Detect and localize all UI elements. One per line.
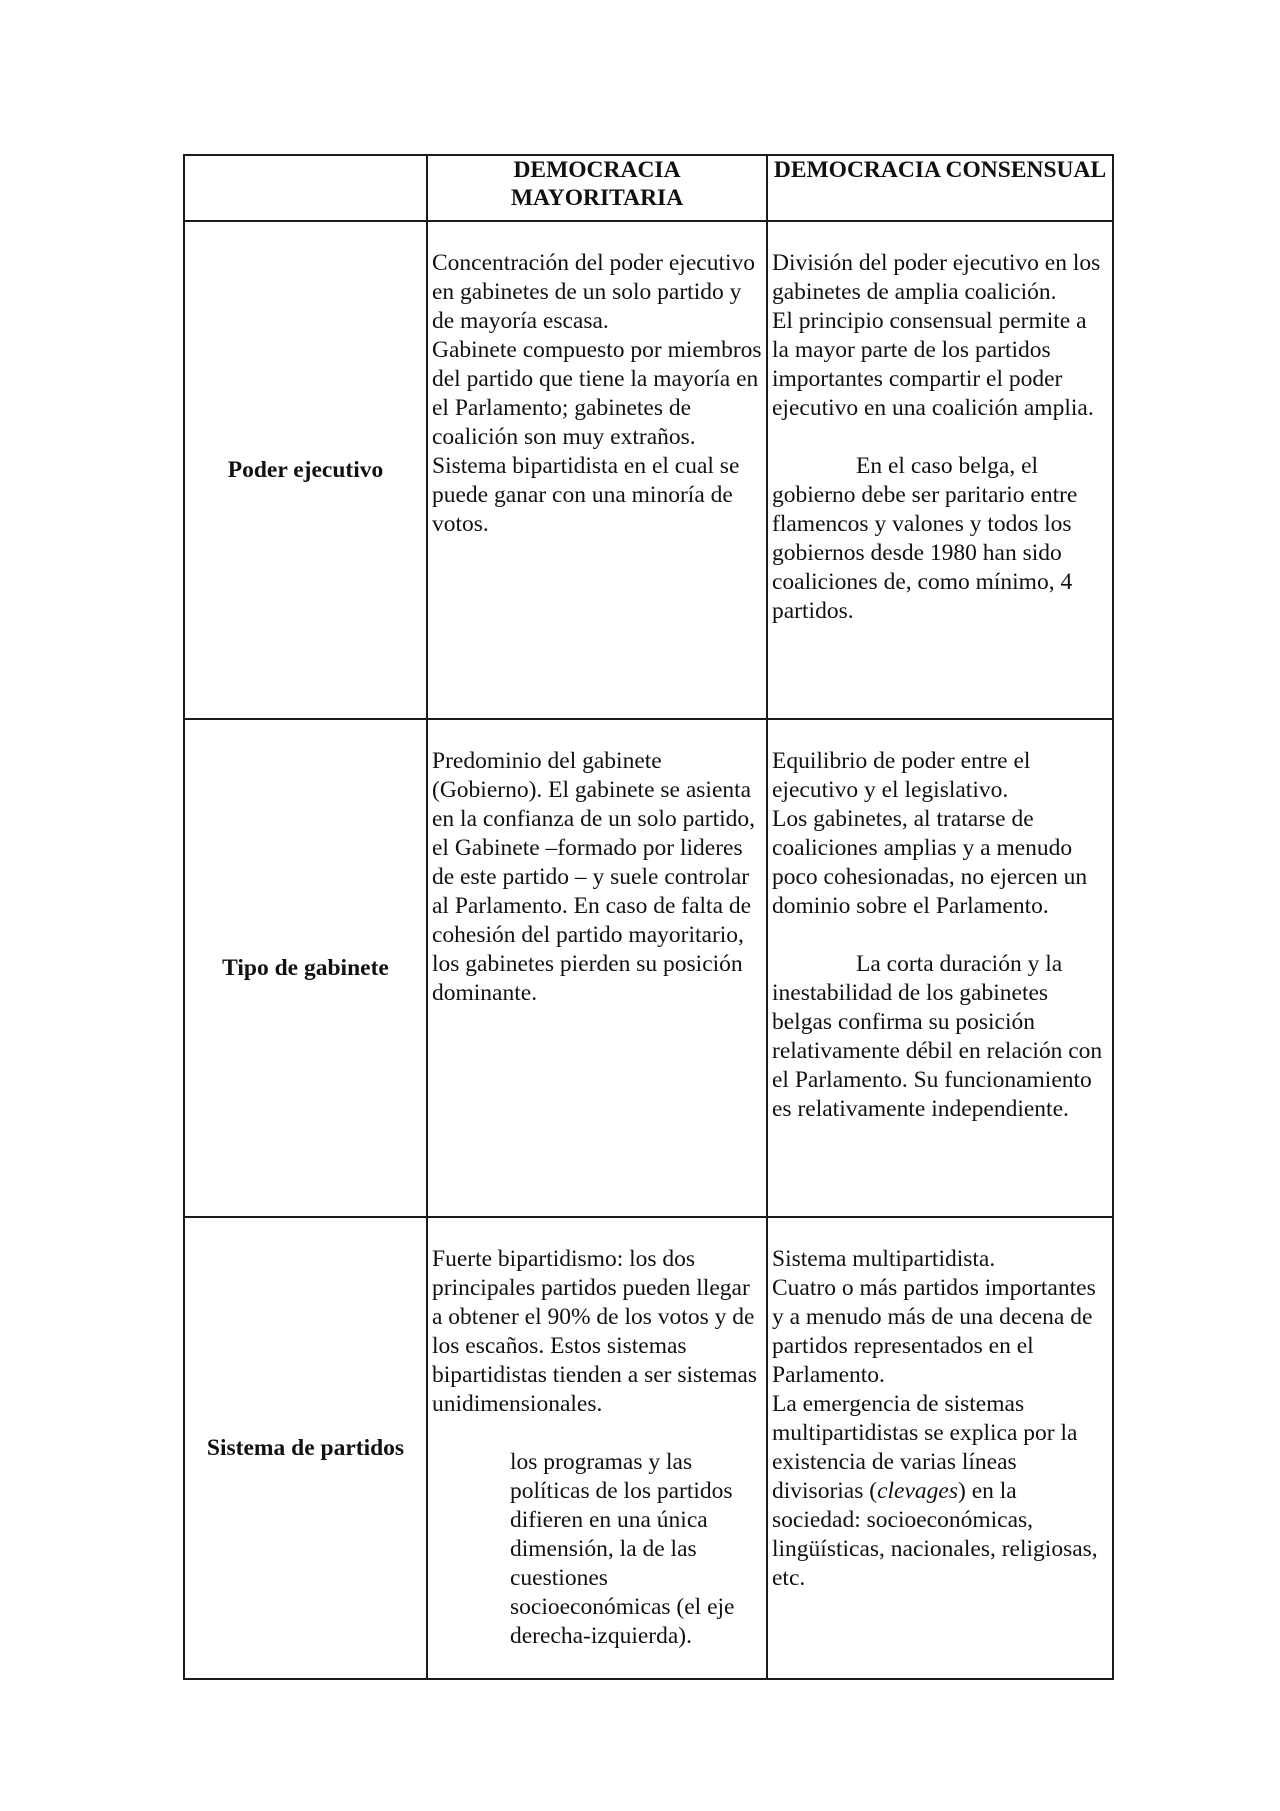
cell-paragraph: Concentración del poder ejecutivo en gabinetes de un solo partido y de mayoría escasa. (432, 250, 755, 334)
cell-paragraph: los programas y las políticas de los partidos difieren en una única dimensión, la de las cuestiones socioeconómicas (el eje derecha-izquierda). (510, 1449, 735, 1649)
comparison-table (183, 154, 1114, 1680)
text-run: ) en la sociedad: socioeconómicas, lingüísticas, nacionales, religiosas, etc. (772, 1478, 1098, 1591)
cell-paragraph: Fuerte bipartidismo: los dos principales partidos pueden llegar a obtener el 90% de los votos y de los escaños. Estos sistemas bipartidistas tienden a ser sistemas unidimensionales. (432, 1246, 758, 1417)
cell-paragraph: División del poder ejecutivo en los gabinetes de amplia coalición. (772, 250, 1101, 305)
header-corner-cell (184, 155, 427, 221)
table-header-row (184, 155, 1113, 221)
cell-paragraph: Cuatro o más partidos importantes y a menudo más de una decena de partidos representados en el Parlamento. (772, 1275, 1096, 1388)
italic-term: clevages (877, 1478, 958, 1504)
cell-consensual-sistema-de-partidos (767, 1217, 1113, 1679)
cell-mayoritaria-sistema-de-partidos (427, 1217, 767, 1679)
row-label-poder-ejecutivo: Poder ejecutivo (184, 221, 427, 719)
cell-consensual-tipo-de-gabinete (767, 719, 1113, 1217)
cell-consensual-poder-ejecutivo (767, 221, 1113, 719)
table-row (184, 221, 1113, 719)
cell-paragraph: Gabinete compuesto por miembros del partido que tiene la mayoría en el Parlamento; gabinetes de coalición son muy extraños. Sistema bipartidista en el cual se puede ganar con una minoría de votos. (432, 337, 762, 537)
cell-mayoritaria-poder-ejecutivo (427, 221, 767, 719)
cell-paragraph: Equilibrio de poder entre el ejecutivo y el legislativo. (772, 748, 1031, 803)
header-mayoritaria: DEMOCRACIA MAYORITARIA (427, 155, 767, 221)
row-label-tipo-de-gabinete: Tipo de gabinete (184, 719, 427, 1217)
cell-paragraph: En el caso belga, el gobierno debe ser paritario entre flamencos y valones y todos los gobiernos desde 1980 han sido coaliciones de, como mínimo, 4 partidos. (772, 453, 1078, 624)
table-row (184, 719, 1113, 1217)
cell-paragraph: El principio consensual permite a la mayor parte de los partidos importantes compartir el poder ejecutivo en una coalición amplia. (772, 308, 1094, 421)
cell-paragraph: Predominio del gabinete (Gobierno). El gabinete se asienta en la confianza de un solo partido, el Gabinete –formado por lideres de este partido – y suele controlar al Parlamento. En caso de falta de cohesión del partido mayoritario, los gabinetes pierden su posición dominante. (432, 748, 756, 1006)
cell-paragraph: La corta duración y la inestabilidad de los gabinetes belgas confirma su posición relativamente débil en relación con el Parlamento. Su funcionamiento es relativamente independiente. (772, 951, 1103, 1122)
cell-paragraph: Sistema multipartidista. (772, 1246, 996, 1272)
cell-mayoritaria-tipo-de-gabinete (427, 719, 767, 1217)
cell-paragraph (772, 1390, 1108, 1593)
header-consensual: DEMOCRACIA CONSENSUAL (767, 155, 1113, 221)
text-run: La emergencia de sistemas multipartidistas se explica por la existencia de varias líneas divisorias ( (772, 1391, 1078, 1504)
row-label-sistema-de-partidos: Sistema de partidos (184, 1217, 427, 1679)
cell-paragraph: Los gabinetes, al tratarse de coaliciones amplias y a menudo poco cohesionadas, no ejercen un dominio sobre el Parlamento. (772, 806, 1088, 919)
table-row (184, 1217, 1113, 1679)
